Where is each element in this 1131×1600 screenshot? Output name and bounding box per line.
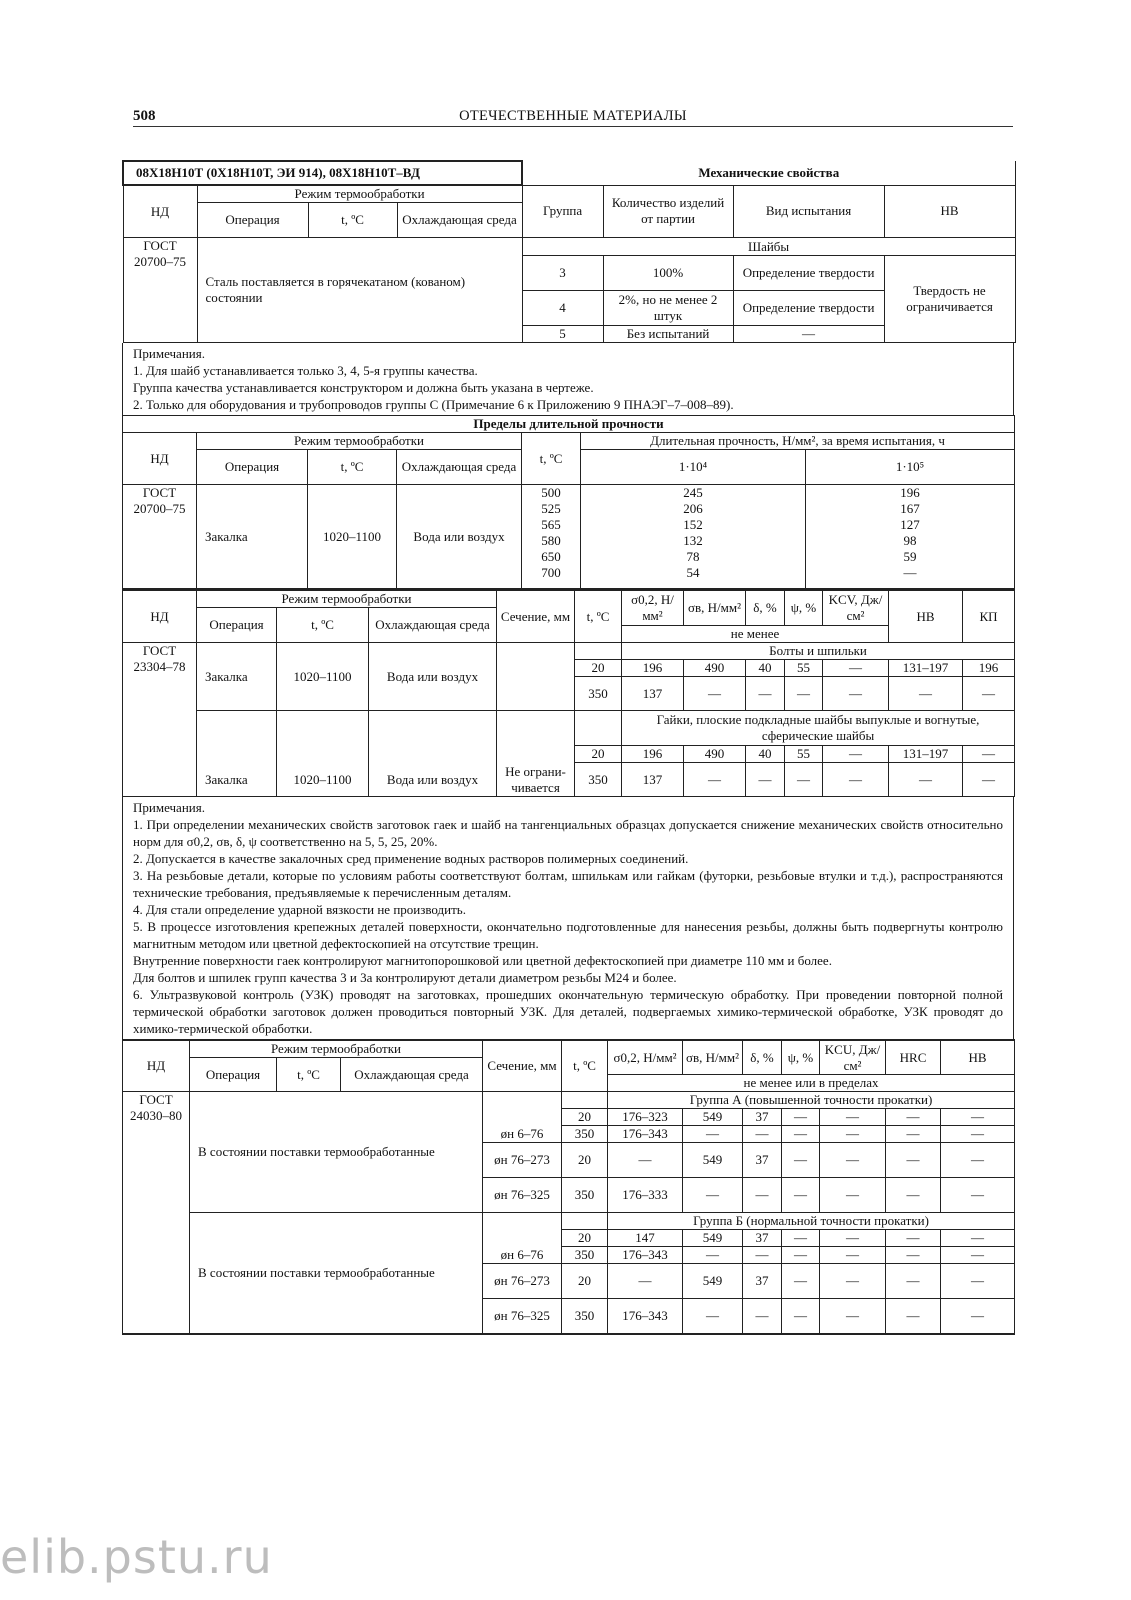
note-line: 2. Только для оборудования и трубопроводов группы С (Примечание 6 к Приложению 9 ПНАЭГ–7–008–89). xyxy=(133,397,734,412)
cell: — xyxy=(886,1109,941,1126)
col-op: Операция xyxy=(190,1058,277,1092)
cell: — xyxy=(743,1299,782,1334)
cell: — xyxy=(820,1126,886,1143)
section-title: Механические свойства xyxy=(522,161,1015,185)
cell: 176–343 xyxy=(608,1299,683,1334)
nd-value: ГОСТ 23304–78 xyxy=(123,643,197,797)
washers-label: Шайбы xyxy=(522,238,1015,256)
col-t: t, ºC xyxy=(277,608,369,643)
group-cell: 3 xyxy=(522,256,603,291)
section-value: øн 6–76 xyxy=(483,1213,562,1264)
cell: — xyxy=(608,1143,683,1178)
subgroup-nuts: Гайки, плоские подкладные шайбы выпуклые и вогнутые, сферические шайбы xyxy=(622,711,1015,746)
cell: — xyxy=(941,1264,1015,1299)
col-delta: δ, % xyxy=(743,1040,782,1075)
mechanical-properties-table xyxy=(122,160,1016,343)
cell: — xyxy=(886,1247,941,1264)
cell: — xyxy=(782,1264,820,1299)
cell: — xyxy=(683,1178,743,1213)
cell: 196 xyxy=(622,660,684,677)
col-psi: ψ, % xyxy=(785,590,823,626)
cell: 20 xyxy=(562,1230,608,1247)
note-line: Группа качества устанавливается конструктором и должна быть указана в чертеже. xyxy=(133,380,594,395)
col-psi: ψ, % xyxy=(782,1040,820,1075)
mechanical-properties-block xyxy=(122,160,1014,1335)
col-op: Операция xyxy=(197,608,277,643)
cell: — xyxy=(820,1109,886,1126)
cell: 176–343 xyxy=(608,1247,683,1264)
section-value: øн 6–76 xyxy=(483,1092,562,1143)
cell: — xyxy=(683,1299,743,1334)
col-temp: t, ºC xyxy=(562,1040,608,1092)
cell: 147 xyxy=(608,1230,683,1247)
cell: — xyxy=(941,1109,1015,1126)
cell: 20 xyxy=(575,746,622,763)
cell: — xyxy=(743,1247,782,1264)
page-header xyxy=(133,106,1013,127)
col-hb: НВ xyxy=(941,1040,1015,1075)
cell: — xyxy=(684,763,746,797)
cell: — xyxy=(785,763,823,797)
cell: 176–333 xyxy=(608,1178,683,1213)
col-nd: НД xyxy=(123,185,197,238)
section-value: øн 76–273 xyxy=(483,1143,562,1178)
cell: 20 xyxy=(575,660,622,677)
cell: 490 xyxy=(684,746,746,763)
col-nd: НД xyxy=(123,433,197,485)
test-cell: — xyxy=(733,326,884,343)
col-cool: Охлаждающая среда xyxy=(397,450,522,485)
cell: 20 xyxy=(562,1143,608,1178)
cell: — xyxy=(889,677,963,711)
section-value: øн 76–325 xyxy=(483,1299,562,1334)
hb-value: Твердость не ограничивается xyxy=(884,256,1015,343)
cell: — xyxy=(782,1230,820,1247)
op-value: Закалка xyxy=(197,643,277,711)
cell: — xyxy=(746,677,785,711)
cell: 55 xyxy=(785,746,823,763)
cell: — xyxy=(782,1247,820,1264)
col-section: Сечение, мм xyxy=(483,1040,562,1092)
pipes-table xyxy=(122,1039,1015,1335)
cool-value: Вода или воздух xyxy=(397,485,522,589)
note-line: 2. Допускается в качестве закалочных сред применение водных растворов полимерных соединений. xyxy=(133,851,689,866)
note-line: 1. Для шайб устанавливается только 3, 4, 5-я группы качества. xyxy=(133,363,478,378)
cool-value: Вода или воздух xyxy=(369,711,497,797)
cell: — xyxy=(886,1178,941,1213)
cell: 37 xyxy=(743,1264,782,1299)
blank-cell xyxy=(562,1092,608,1109)
cell: — xyxy=(886,1230,941,1247)
col-cool: Охлаждающая среда xyxy=(341,1058,483,1092)
cell: 350 xyxy=(562,1247,608,1264)
col-kcu: KCU, Дж/см² xyxy=(820,1040,886,1075)
t-value: 1020–1100 xyxy=(308,485,397,589)
cell: 350 xyxy=(562,1299,608,1334)
col-mode: Режим термообработки xyxy=(190,1040,483,1058)
nd-value: ГОСТ 20700–75 xyxy=(123,238,197,343)
range-label: не менее или в пределах xyxy=(608,1075,1015,1092)
cell: — xyxy=(941,1178,1015,1213)
qty-cell: Без испытаний xyxy=(603,326,733,343)
note-line: 4. Для стали определение ударной вязкости не производить. xyxy=(133,902,466,917)
op-value: Закалка xyxy=(197,711,277,797)
test-cell: Определение твердости xyxy=(733,256,884,291)
fasteners-table xyxy=(122,589,1015,797)
cell: 196 xyxy=(622,746,684,763)
supply-state: Сталь поставляется в горячекатаном (кованом) состоянии xyxy=(197,238,522,343)
cell: — xyxy=(782,1143,820,1178)
cell: — xyxy=(963,677,1015,711)
cool-value: Вода или воздух xyxy=(369,643,497,711)
cell: — xyxy=(782,1178,820,1213)
state-value: В состоянии поставки термообработанные xyxy=(190,1092,483,1213)
blank-cell xyxy=(575,711,622,746)
notes-1 xyxy=(122,343,1014,415)
creep-strength-table xyxy=(122,415,1015,589)
cell: 55 xyxy=(785,660,823,677)
group-b-label: Группа Б (нормальной точности прокатки) xyxy=(608,1213,1015,1230)
cell: 350 xyxy=(562,1126,608,1143)
creep-title: Пределы длительной прочности xyxy=(123,416,1015,433)
col-mode: Режим термообработки xyxy=(197,590,497,608)
section-value: øн 76–273 xyxy=(483,1264,562,1299)
group-cell: 4 xyxy=(522,291,603,326)
col-temp: t, ºC xyxy=(522,433,581,485)
section-value xyxy=(497,643,575,711)
cell: — xyxy=(683,1126,743,1143)
cell: 549 xyxy=(683,1264,743,1299)
cell: 40 xyxy=(746,660,785,677)
cell: 37 xyxy=(743,1143,782,1178)
note-line: Примечания. xyxy=(133,346,205,361)
col-s02: σ0,2, Н/мм² xyxy=(622,590,684,626)
col-delta: δ, % xyxy=(746,590,785,626)
qty-cell: 100% xyxy=(603,256,733,291)
col-section: Сечение, мм xyxy=(497,590,575,643)
cell: — xyxy=(889,763,963,797)
cell: 131–197 xyxy=(889,746,963,763)
cell: 549 xyxy=(683,1230,743,1247)
col-t: t, ºC xyxy=(308,450,397,485)
cell: — xyxy=(820,1299,886,1334)
test-cell: Определение твердости xyxy=(733,291,884,326)
cell: — xyxy=(782,1299,820,1334)
notes-2 xyxy=(122,797,1014,1039)
blank-cell xyxy=(575,643,622,660)
cell: 350 xyxy=(562,1178,608,1213)
running-title: ОТЕЧЕСТВЕННЫЕ МАТЕРИАЛЫ xyxy=(459,108,687,124)
col-t: t, ºC xyxy=(308,203,397,238)
watermark: elib.pstu.ru xyxy=(0,1530,273,1584)
cell: — xyxy=(823,746,889,763)
note-line: 1. При определении механических свойств заготовок гаек и шайб на тангенциальных образцах допускается снижение механических свойств относительно норм для σ0,2, σв, δ, ψ соответственно на 5, 5, 25, 20%. xyxy=(133,817,1003,849)
cell: 20 xyxy=(562,1264,608,1299)
values-1e4: 245 206 152 132 78 54 xyxy=(581,485,806,589)
values-1e5: 196 167 127 98 59 — xyxy=(806,485,1015,589)
cell: — xyxy=(886,1126,941,1143)
col-t: t, ºC xyxy=(277,1058,341,1092)
cell: — xyxy=(782,1126,820,1143)
cell: — xyxy=(608,1264,683,1299)
col-mode: Режим термообработки xyxy=(197,433,522,450)
cell: 20 xyxy=(562,1109,608,1126)
cell: 37 xyxy=(743,1109,782,1126)
cell: — xyxy=(941,1230,1015,1247)
col-hb: НВ xyxy=(884,185,1015,238)
cell: 40 xyxy=(746,746,785,763)
cell: 549 xyxy=(683,1143,743,1178)
cell: — xyxy=(941,1126,1015,1143)
group-cell: 5 xyxy=(522,326,603,343)
col-group: Группа xyxy=(522,185,603,238)
cell: 490 xyxy=(684,660,746,677)
cell: — xyxy=(886,1299,941,1334)
cell: — xyxy=(963,746,1015,763)
note-line: Для болтов и шпилек групп качества 3 и 3а контролируют детали диаметром резьбы М24 и более. xyxy=(133,970,677,985)
cell: — xyxy=(683,1247,743,1264)
cell: — xyxy=(886,1264,941,1299)
op-value: Закалка xyxy=(197,485,308,589)
col-op: Операция xyxy=(197,450,308,485)
col-kp: КП xyxy=(963,590,1015,643)
cell: — xyxy=(941,1143,1015,1178)
cell: 176–343 xyxy=(608,1126,683,1143)
cell: — xyxy=(823,677,889,711)
col-sb: σв, Н/мм² xyxy=(683,1040,743,1075)
temps-list: 500 525 565 580 650 700 xyxy=(522,485,581,589)
t-value: 1020–1100 xyxy=(277,643,369,711)
cell: 176–323 xyxy=(608,1109,683,1126)
steel-grade: 08Х18Н10Т (0Х18Н10Т, ЭИ 914), 08Х18Н10Т–ВД xyxy=(123,161,522,185)
qty-cell: 2%, но не менее 2 штук xyxy=(603,291,733,326)
cell: — xyxy=(886,1143,941,1178)
col-test: Вид испытания xyxy=(733,185,884,238)
col-time-1e5: 1·10⁵ xyxy=(806,450,1015,485)
nd-value: ГОСТ 20700–75 xyxy=(123,485,197,589)
section-value: øн 76–325 xyxy=(483,1178,562,1213)
col-hb: НВ xyxy=(889,590,963,643)
cell: — xyxy=(746,763,785,797)
cell: 37 xyxy=(743,1230,782,1247)
cell: — xyxy=(820,1178,886,1213)
section-value: Не ограни-чивается xyxy=(497,711,575,797)
note-line: Внутренние поверхности гаек контролируют магнитопорошковой или цветной дефектоскопией при диаметре 110 мм и более. xyxy=(133,953,832,968)
col-op: Операция xyxy=(197,203,308,238)
cell: — xyxy=(820,1143,886,1178)
cell: — xyxy=(941,1247,1015,1264)
nd-value: ГОСТ 24030–80 xyxy=(123,1092,190,1334)
note-line: 6. Ультразвуковой контроль (УЗК) проводят на заготовках, прошедших окончательную термическую обработку. При проведении повторной полной термической обработки заготовок должен проводиться повторный УЗК. Для деталей, подвергаемых химико-термической обработке, УЗК проводят до химико-термической обработки. xyxy=(133,987,1003,1036)
cell: 196 xyxy=(963,660,1015,677)
col-sb: σв, Н/мм² xyxy=(684,590,746,626)
cell: — xyxy=(963,763,1015,797)
cell: — xyxy=(823,763,889,797)
state-value: В состоянии поставки термообработанные xyxy=(190,1213,483,1334)
cell: — xyxy=(823,660,889,677)
note-line: 5. В процессе изготовления крепежных деталей поверхности, окончательно подготовленные для нанесения резьбы, должны быть подвергнуты контролю магнитным методом или цветной дефектоскопией на отсутствие трещин. xyxy=(133,919,1003,951)
col-qty: Количество изделий от партии xyxy=(603,185,733,238)
cell: — xyxy=(820,1247,886,1264)
cell: — xyxy=(941,1299,1015,1334)
col-nd: НД xyxy=(123,1040,190,1092)
col-mode: Режим термообработки xyxy=(197,185,522,203)
not-less-label: не менее xyxy=(622,626,889,643)
cell: 549 xyxy=(683,1109,743,1126)
col-time-1e4: 1·10⁴ xyxy=(581,450,806,485)
cell: 137 xyxy=(622,677,684,711)
subgroup-bolts: Болты и шпильки xyxy=(622,643,1015,660)
cell: — xyxy=(782,1109,820,1126)
col-cool: Охлаждающая среда xyxy=(369,608,497,643)
cell: — xyxy=(743,1126,782,1143)
group-a-label: Группа А (повышенной точности прокатки) xyxy=(608,1092,1015,1109)
col-s02: σ0,2, Н/мм² xyxy=(608,1040,683,1075)
col-kcv: KCV, Дж/см² xyxy=(823,590,889,626)
note-line: 3. На резьбовые детали, которые по условиям работы соответствуют болтам, шпилькам или гайкам (футорки, резьбовые втулки и т.д.), распространяются технические требования, предъявляемые к перечисленным деталям. xyxy=(133,868,1003,900)
cell: — xyxy=(785,677,823,711)
col-strength: Длительная прочность, Н/мм², за время испытания, ч xyxy=(581,433,1015,450)
t-value: 1020–1100 xyxy=(277,711,369,797)
note-line: Примечания. xyxy=(133,800,205,815)
col-hrc: HRC xyxy=(886,1040,941,1075)
cell: — xyxy=(820,1264,886,1299)
cell: — xyxy=(743,1178,782,1213)
cell: 350 xyxy=(575,677,622,711)
col-nd: НД xyxy=(123,590,197,643)
cell: 350 xyxy=(575,763,622,797)
blank-cell xyxy=(562,1213,608,1230)
cell: — xyxy=(684,677,746,711)
page-number: 508 xyxy=(133,108,156,124)
cell: 131–197 xyxy=(889,660,963,677)
cell: 137 xyxy=(622,763,684,797)
col-temp: t, ºC xyxy=(575,590,622,643)
col-cool: Охлаждающая среда xyxy=(397,203,522,238)
cell: — xyxy=(820,1230,886,1247)
